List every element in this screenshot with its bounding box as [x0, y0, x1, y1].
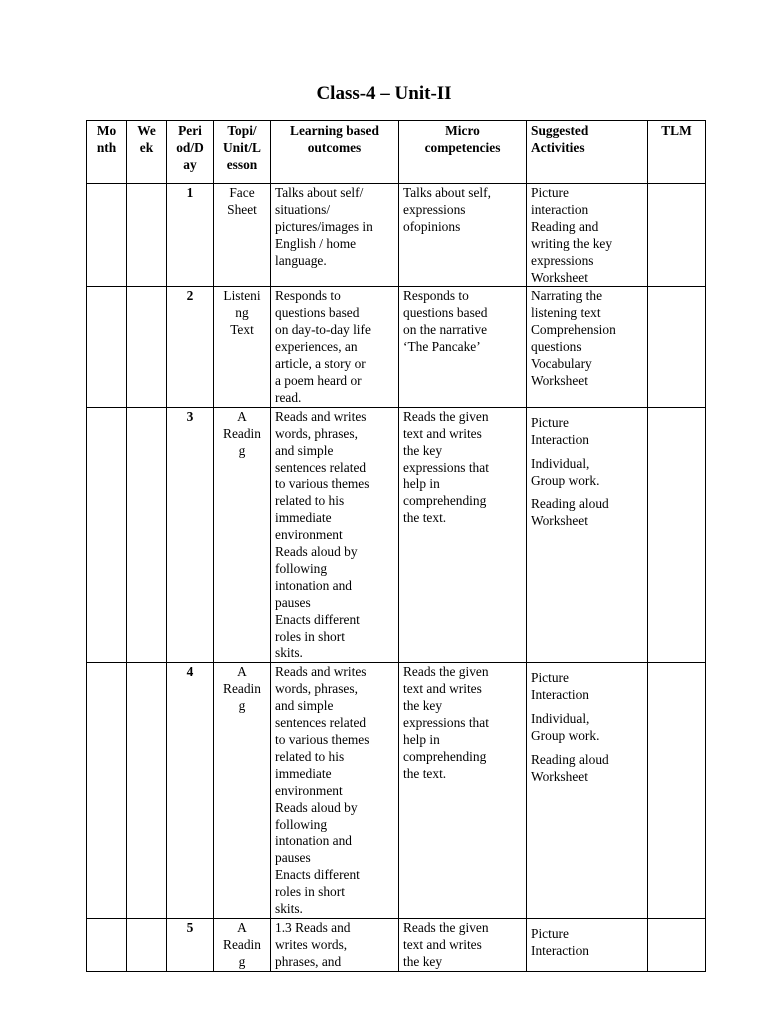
month-cell: [87, 287, 127, 407]
activity-item: Worksheet: [531, 372, 588, 388]
table-row: [87, 184, 706, 287]
activity-item: Reading and writing the key expressions: [531, 218, 613, 268]
period-cell: 2: [167, 287, 214, 407]
activity-item: Narrating the listening text: [531, 288, 603, 321]
activity-item: Reading aloud Worksheet: [531, 752, 609, 784]
month-cell: [87, 918, 127, 971]
tlm-cell: [648, 184, 706, 287]
table-row: [87, 407, 706, 663]
topic-cell: Listeni ng Text: [214, 287, 271, 407]
topic-cell: A Readin g: [214, 918, 271, 971]
activity-item: Picture interaction: [531, 185, 589, 217]
header-week: We ek: [127, 121, 167, 184]
table-header-row: [87, 121, 706, 184]
period-cell: 1: [167, 184, 214, 287]
activity-item: Reading aloud Worksheet: [531, 496, 609, 529]
activity-item: Individual, Group work.: [531, 711, 600, 744]
outcomes-cell: Talks about self/ situations/ pictures/images in English / home language.: [271, 184, 399, 287]
activities-cell: [527, 407, 648, 663]
micro-cell: Reads the given text and writes the key: [399, 918, 527, 971]
outcomes-cell: 1.3 Reads and writes words, phrases, and: [271, 918, 399, 971]
topic-cell: A Readin g: [214, 407, 271, 663]
activity-item: Picture Interaction: [531, 414, 589, 447]
page-title: Class-4 – Unit-II: [316, 83, 452, 104]
activity-item: Comprehension questions: [531, 322, 616, 355]
tlm-cell: [648, 918, 706, 971]
topic-cell: A Readin g: [214, 663, 271, 919]
week-cell: [127, 918, 167, 971]
micro-cell: Reads the given text and writes the key expressions that help in comprehending the text.: [399, 663, 527, 919]
activity-item: Worksheet: [531, 269, 588, 285]
activity-item: Vocabulary: [531, 356, 592, 372]
table-row: [87, 918, 706, 971]
week-cell: [127, 184, 167, 287]
tlm-cell: [648, 287, 706, 407]
header-topic: Topi/ Unit/L esson: [214, 121, 271, 184]
header-learning-outcomes: Learning based outcomes: [271, 121, 399, 184]
header-period: Peri od/D ay: [167, 121, 214, 184]
activity-item: Individual, Group work.: [531, 455, 600, 488]
header-month: Mo nth: [87, 121, 127, 184]
activities-cell: [527, 918, 648, 971]
outcomes-cell: Responds to questions based on day-to-day life experiences, an article, a story or a poem heard or read.: [271, 287, 399, 407]
activities-cell: [527, 663, 648, 919]
header-suggested-activities: Suggested Activities: [527, 121, 648, 184]
period-cell: 4: [167, 663, 214, 919]
micro-cell: Talks about self, expressions ofopinions: [399, 184, 527, 287]
period-cell: 3: [167, 407, 214, 663]
tlm-cell: [648, 663, 706, 919]
month-cell: [87, 407, 127, 663]
table-row: [87, 287, 706, 407]
week-cell: [127, 663, 167, 919]
tlm-cell: [648, 407, 706, 663]
activities-cell: [527, 287, 648, 407]
month-cell: [87, 184, 127, 287]
week-cell: [127, 287, 167, 407]
outcomes-cell: Reads and writes words, phrases, and simple sentences related to various themes related to his immediate environment Reads aloud by following intonation and pauses Enacts different roles in short skits.: [271, 663, 399, 919]
activity-item: Picture Interaction: [531, 925, 589, 958]
month-cell: [87, 663, 127, 919]
topic-cell: Face Sheet: [214, 184, 271, 287]
micro-cell: Responds to questions based on the narrative ‘The Pancake’: [399, 287, 527, 407]
lesson-plan-table: [86, 120, 706, 972]
activity-item: Picture Interaction: [531, 670, 589, 703]
header-tlm: TLM: [648, 121, 706, 184]
week-cell: [127, 407, 167, 663]
micro-cell: Reads the given text and writes the key expressions that help in comprehending the text.: [399, 407, 527, 663]
header-micro-competencies: Micro competencies: [399, 121, 527, 184]
activities-cell: [527, 184, 648, 287]
period-cell: 5: [167, 918, 214, 971]
outcomes-cell: Reads and writes words, phrases, and simple sentences related to various themes related to his immediate environment Reads aloud by following intonation and pauses Enacts different roles in short skits.: [271, 407, 399, 663]
table-row: [87, 663, 706, 919]
